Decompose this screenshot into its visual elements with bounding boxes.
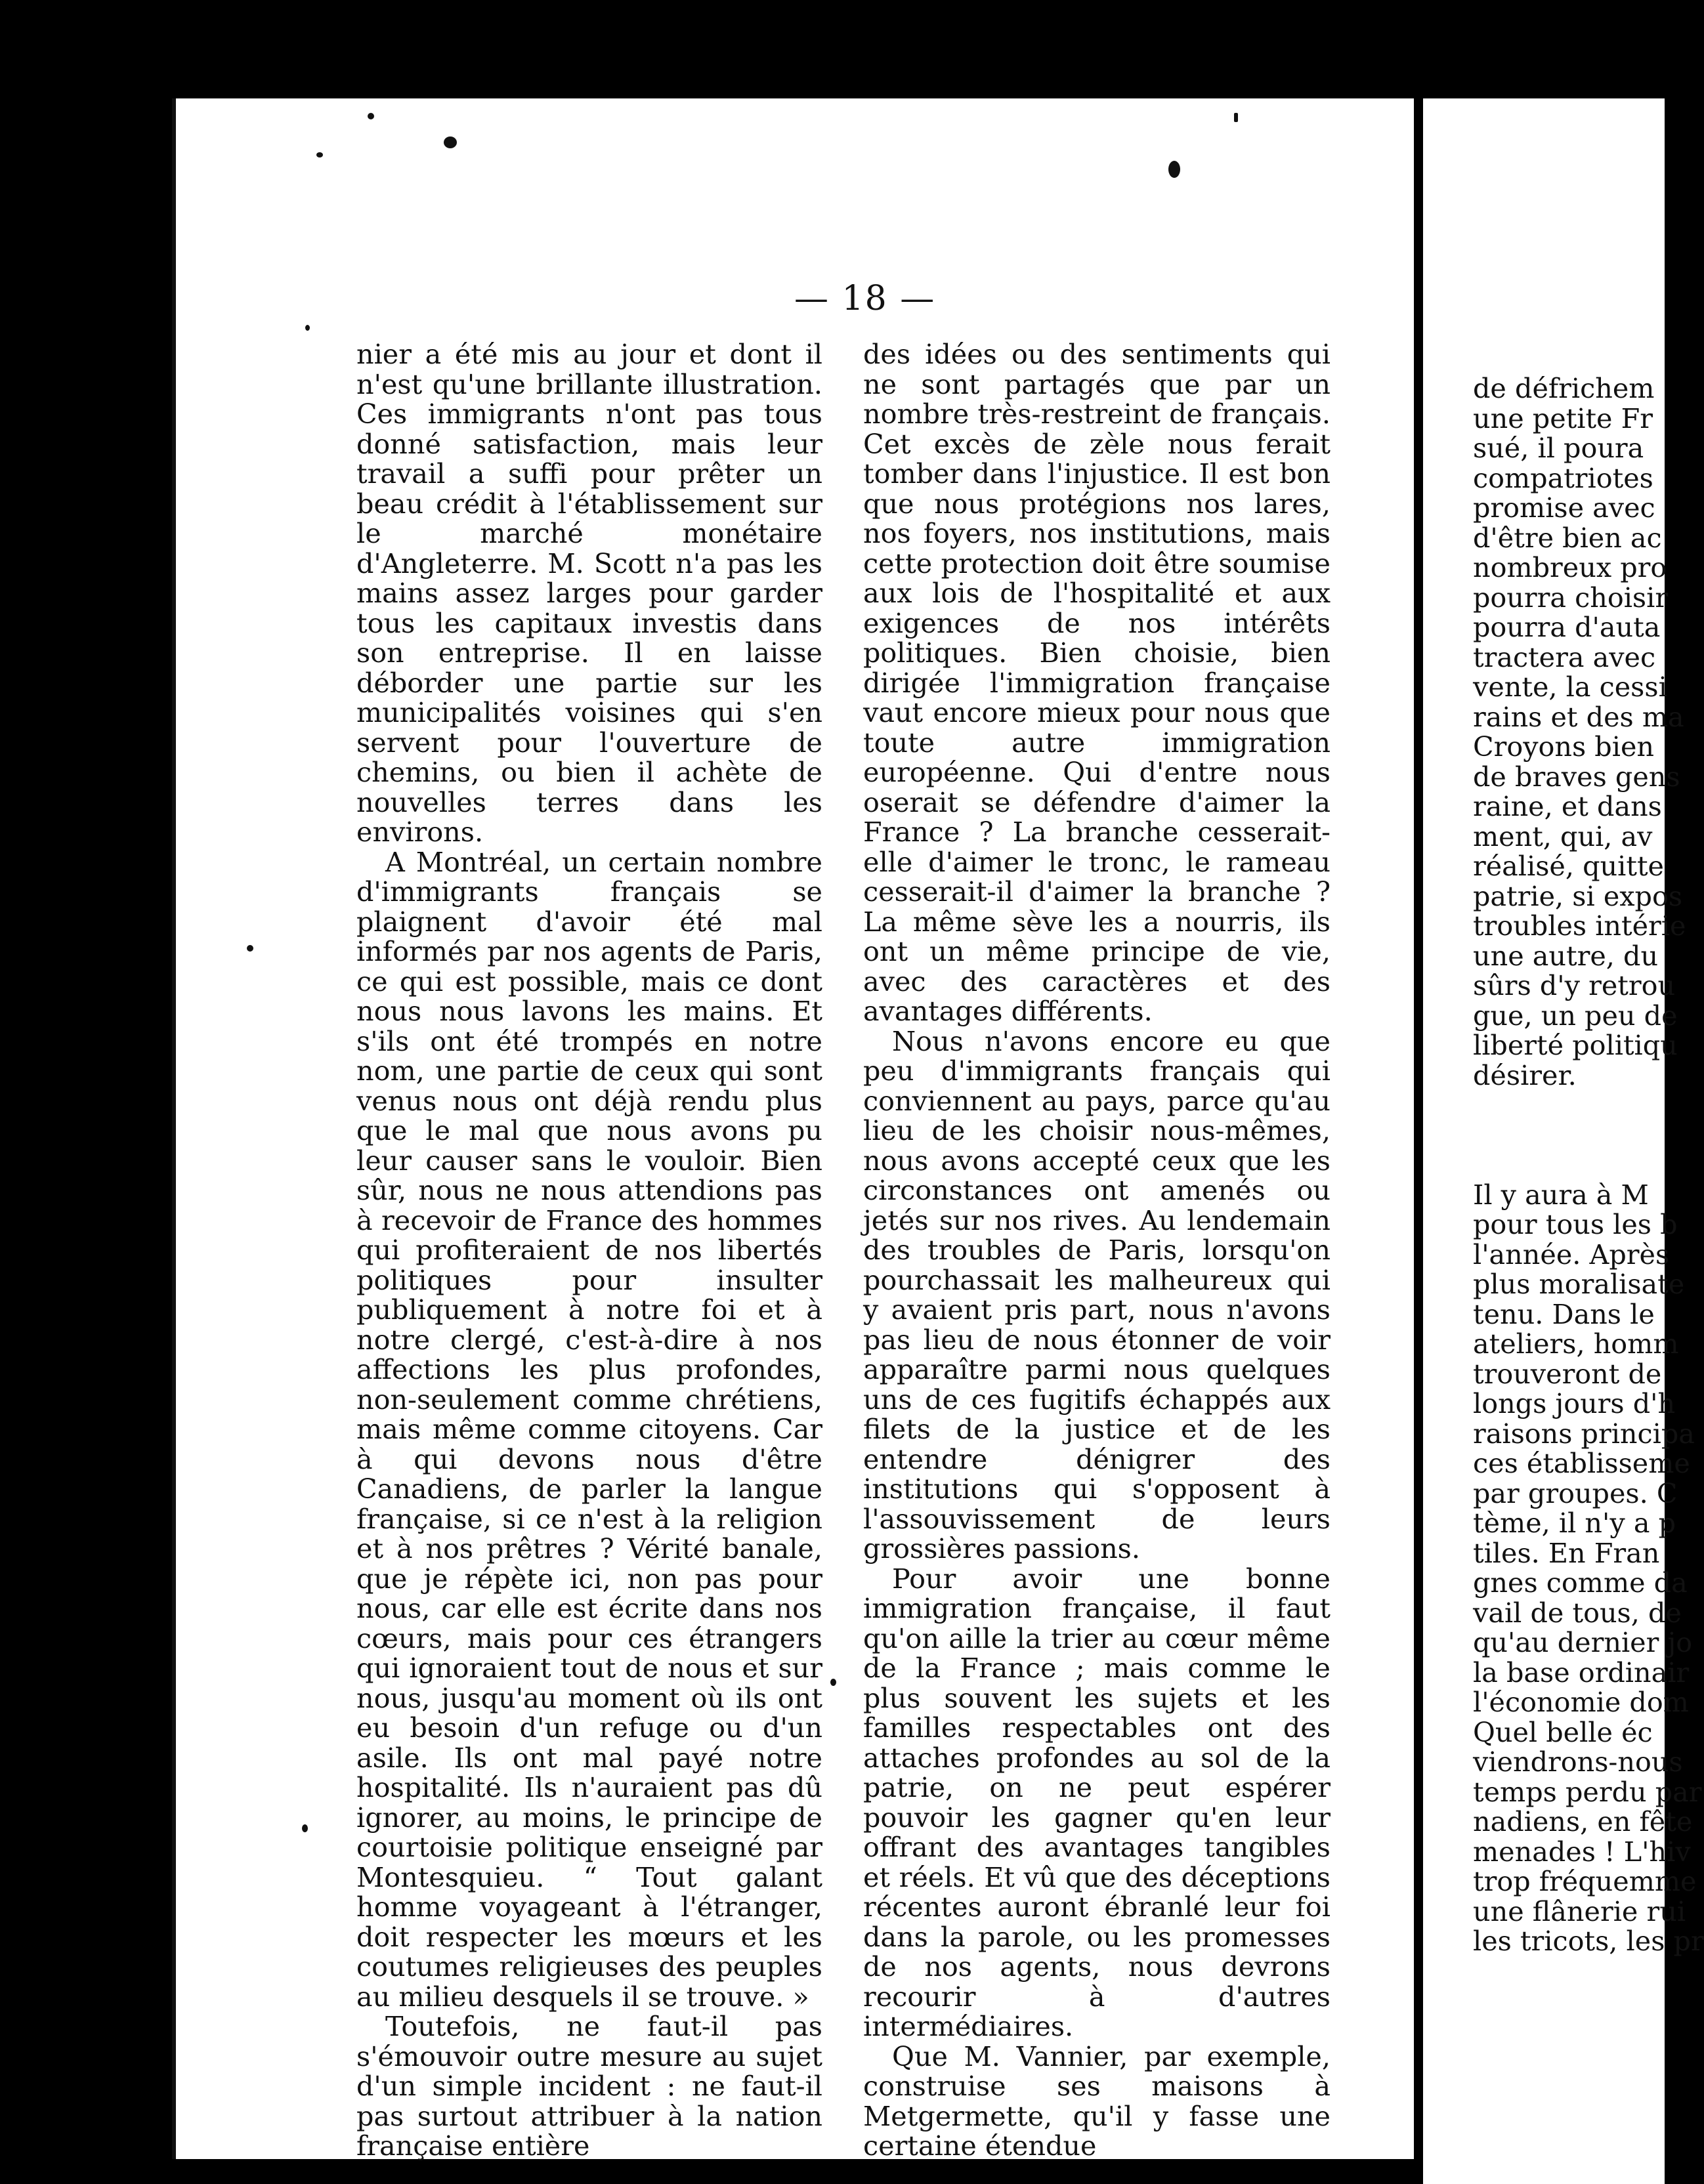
ink-speck [1168,161,1180,178]
text-line: l'économie dom [1473,1687,1689,1718]
text-line: une petite Fr [1473,402,1653,434]
ink-speck [1234,113,1238,122]
text-line: pourra choisir [1473,581,1669,614]
text-line [1473,1121,1696,1151]
text-line: promise avec [1473,492,1655,524]
ink-speck [316,152,323,158]
text-line: ment, qui, av [1473,820,1653,852]
paragraph: nier a été mis au jour et dont il n'est qu'une brillante illustration. Ces immigrants n'ont pas tous donné satisfaction, mais leur travail a suffi pour prêter un beau crédit à l'établissement sur le marché monétaire d'Angleterre. M. Scott n'a pas les mains assez larges pour garder tous les capitaux investis dans son entreprise. Il en laisse déborder une partie sur les municipalités voisines qui s'en servent pour l'ouverture de chemins, ou bien il achète de nouvelles terres dans les environs. [356,339,822,848]
text-line: tenu. Dans le [1473,1298,1655,1330]
text-line: désirer. [1473,1059,1577,1091]
text-line: de braves gens [1473,761,1680,793]
text-line: tractera avec [1473,641,1656,673]
text-line: nombreux pro [1473,552,1667,583]
text-line: pour tous les b [1473,1209,1678,1240]
right-text-column-fragment [1473,373,1704,1957]
text-line: vail de tous, de [1473,1597,1682,1629]
text-line: gnes comme da [1473,1567,1688,1599]
paragraph: A Montréal, un certain nombre d'immigrants français se plaignent d'avoir été mal informés par nos agents de Paris, ce qui est possible, mais ce dont nous nous lavons les mains. Et s'ils ont été trompés en notre nom, une partie de ceux qui sont venus nous ont déjà rendu plus que le mal que nous avons pu leur causer sans le vouloir. Bien sûr, nous ne nous attendions pas à recevoir de France des hommes qui profiteraient de nos libertés politiques pour insulter publiquement à notre foi et à notre clergé, c'est-à-dire à nos affections les plus profondes, non-seulement comme chrétiens, mais même comme citoyens. Car à qui devons nous d'être Canadiens, de parler la langue française, si ce n'est à la religion et à nos prêtres ? Vérité banale, que je répète ici, non pas pour nous, car elle est écrite dans nos cœurs, mais pour ces étrangers qui ignoraient tout de nous et sur nous, jusqu'au moment où ils ont eu besoin d'un refuge ou d'un asile. Ils ont mal payé notre hospitalité. Ils n'auraient pas dû ignorer, au moins, le principe de courtoisie politique enseigné par Montesquieu. “ Tout galant homme voyageant à l'étranger, doit respecter les mœurs et les coutumes religieuses des peuples au milieu desquels il se trouve. » [356,846,822,2013]
text-line [1473,1150,1696,1181]
text-line: trouveront de [1473,1358,1662,1390]
text-line: Il y aura à M [1473,1179,1649,1211]
text-line: d'être bien ac [1473,522,1662,554]
text-line: sûrs d'y retrou [1473,970,1676,1001]
paragraph: des idées ou des sentiments qui ne sont partagés que par un nombre très-restreint de français. Cet excès de zèle nous ferait tomber dans l'injustice. Il est bon que nous protégions nos lares, nos foyers, nos institutions, mais cette protection doit être soumise aux lois de l'hospitalité et aux exigences de nos intérêts politiques. Bien choisie, bien dirigée l'immigration française vaut encore mieux pour nous que toute autre immigration européenne. Qui d'entre nous oserait se défendre d'aimer la France ? La branche cesserait-elle d'aimer le tronc, le rameau cesserait-il d'aimer la branche ? La même sève les a nourris, ils ont un même principe de vie, avec des caractères et des avantages différents. [863,339,1331,1027]
text-line: longs jours d'h [1473,1388,1676,1419]
text-line: trop fréquemme [1473,1866,1697,1897]
text-line: par groupes. C [1473,1477,1678,1509]
text-line: menades ! L'hiv [1473,1836,1691,1868]
text-line: vente, la cessi [1473,671,1667,703]
paragraph: Que M. Vannier, par exemple, construise ses maisons à Metgermette, qu'il y fasse une certaine étendue [863,2040,1331,2162]
paragraph: Pour avoir une bonne immigration française, il faut qu'on aille la trier au cœur même de la France ; mais comme le plus souvent les sujets et les familles respectables ont des attaches profondes au sol de la patrie, on ne peut espérer pouvoir les gagner qu'en leur offrant des avantages tangibles et réels. Et vû que des déceptions récentes auront ébranlé leur foi dans la parole, ou les promesses de nos agents, nous devrons recourir à d'autres intermédiaires. [863,1563,1331,2042]
text-line: une autre, du [1473,940,1659,972]
text-line: viendrons-nous [1473,1746,1683,1778]
text-line: pourra d'auta [1473,612,1661,643]
text-line: patrie, si expos [1473,880,1683,912]
text-line [1473,1091,1696,1121]
text-line: Quel belle éc [1473,1716,1653,1748]
text-line: raine, et dans [1473,791,1662,822]
ink-speck [444,136,457,148]
text-line: tème, il n'y a p [1473,1507,1676,1539]
page-number: — 18 — [794,279,936,318]
paragraph: Nous n'avons encore eu que peu d'immigrants français qui conviennent au pays, parce qu'au lieu de les choisir nous-mêmes, nous avons accepté ceux que les circonstances ont amenés ou jetés sur nos rives. Au lendemain des troubles de Paris, lorsqu'on pourchassait les malheureux qui y avaient pris part, nous n'avons pas lieu de nous étonner de voir apparaître parmi nous quelques uns de ces fugitifs échappés aux filets de la justice et de les entendre dénigrer des institutions qui s'opposent à l'assouvissement de leurs grossières passions. [863,1025,1331,1564]
text-line: ateliers, homm [1473,1328,1679,1360]
text-line: ces établisseme [1473,1448,1690,1479]
left-text-column [356,340,822,2162]
ink-speck [305,325,310,331]
text-line: une flânerie rui [1473,1895,1686,1927]
text-line: compatriotes [1473,462,1653,494]
text-line: les tricots, les pr [1473,1925,1704,1957]
text-line: troubles intérie [1473,910,1686,942]
text-line: nadiens, en fête [1473,1806,1693,1838]
text-line: sué, il poura [1473,432,1644,464]
text-line: l'année. Après [1473,1238,1670,1270]
text-line: tiles. En Fran [1473,1537,1660,1569]
ink-speck [830,1679,836,1686]
text-line: rains et des ma [1473,701,1684,733]
text-line: Croyons bien [1473,731,1654,763]
ink-speck [368,113,374,119]
text-line: temps perdu par [1473,1776,1702,1808]
text-line: liberté politiqu [1473,1030,1678,1061]
paragraph: Toutefois, ne faut-il pas s'émouvoir outre mesure au sujet d'un simple incident : ne faut-il pas surtout attribuer à la nation française entière [356,2011,822,2162]
text-line: plus moralisate [1473,1269,1685,1300]
text-line: la base ordinair [1473,1656,1690,1689]
text-line: de défrichem [1473,373,1655,404]
ink-speck [247,945,253,952]
ink-speck [302,1824,308,1832]
middle-text-column [863,340,1331,2162]
text-line: réalisé, quitte [1473,850,1664,882]
text-line: raisons principa [1473,1418,1695,1450]
text-line: gue, un peu de [1473,999,1678,1032]
text-line: qu'au dernier jo [1473,1627,1693,1658]
